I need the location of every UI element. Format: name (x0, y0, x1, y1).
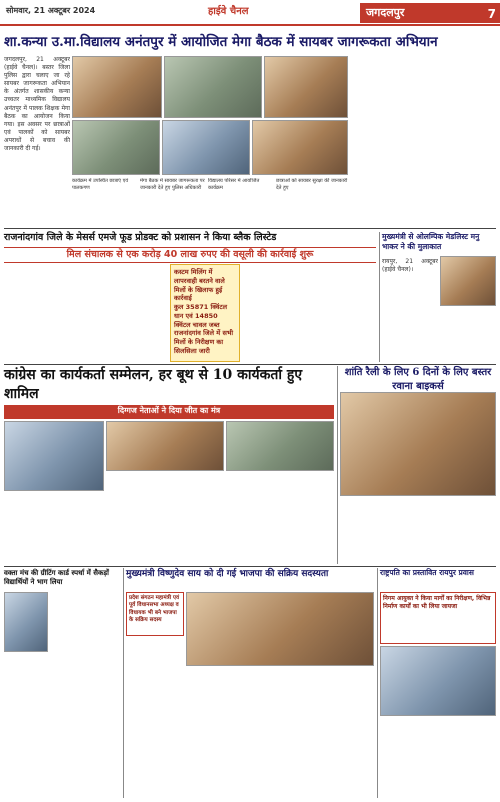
story7-sub: प्रदेश संगठन महामंत्री एवं पूर्व विधानसभा अध्यक्ष व विधायक भी बने भाजपा के सक्रिय सदस्य (126, 592, 184, 636)
story2-band: मिल संचालक से एक करोड़ 40 लाख रुपए की वसूली की कार्रवाई शुरू (4, 247, 376, 263)
divider (4, 364, 496, 365)
story7-photo (186, 592, 374, 666)
story1-body-continued (352, 56, 496, 226)
story7-col-4 (314, 668, 374, 798)
story2-highlights (170, 264, 240, 362)
story7-col-3 (250, 668, 312, 798)
story4-photo-1 (4, 421, 104, 491)
story6-col-1 (50, 592, 120, 652)
story2-highlight-2: कुल 35871 क्विंटल धान एवं 14850 क्विंटल चावल जब्त (174, 303, 228, 329)
story2-highlight-3: राजनांदगांव जिले में सभी मिलों के निरीक्षण का सिलसिला जारी (174, 329, 234, 355)
story1-photo-3 (264, 56, 348, 118)
story4-col-1 (4, 494, 64, 564)
story1-photo-6 (252, 120, 348, 175)
story1-body: जगदलपुर, 21 अक्टूबर (हाईवे चैनल)। बस्तर जिला पुलिस द्वारा चलाए जा रहे सायबर जागरूकता अभियान के अंतर्गत शासकीय कन्या उच्चतर माध्यमिक विद्यालय अनंतपुर में पालक शिक्षक मेगा बैठक का आयोजन किया गया। इस अवसर पर छात्राओं एवं पालकों को सायबर अपराधों से बचाव की जानकारी दी गई। (4, 56, 70, 153)
story1-caption-4: छात्राओं को सायबर सुरक्षा की जानकारी देते हुए (276, 178, 348, 191)
story3-body-continued (440, 308, 496, 362)
story8-photo (380, 646, 496, 716)
paper-name: हाईवे चैनल (208, 6, 249, 17)
story5-col-2 (419, 498, 496, 564)
story6-col-2 (4, 654, 120, 798)
story2-highlight-1: कस्टम मिलिंग में लापरवाही बरतने वाले मिलों के खिलाफ हुई कार्रवाई (174, 268, 225, 303)
story6-photo (4, 592, 48, 652)
story1-caption-2: मेगा बैठक में सायबर जागरूकता पर जानकारी देते हुए पुलिस अधिकारी (140, 178, 205, 191)
story4-headline: कांग्रेस का कार्यकर्ता सम्मेलन, हर बूथ से 10 कार्यकर्ता हुए शामिल (4, 367, 303, 402)
story7-col-2 (186, 668, 248, 798)
story1-photo-4 (72, 120, 160, 175)
story1-photo-2 (164, 56, 262, 118)
story1-caption-3: विद्यालय परिसर में आयोजित कार्यक्रम (208, 178, 260, 191)
story8-sub: निगम आयुक्त ने किया मार्गों का निरीक्षण, विभिन्न निर्माण कार्यों का भी लिया जायजा (380, 592, 496, 644)
divider (123, 568, 124, 798)
story3-body: रायपुर, 21 अक्टूबर (हाईवे चैनल)। (382, 258, 438, 274)
story4-photo-3 (226, 421, 334, 471)
story5-col-1 (340, 498, 417, 564)
story2-col-4 (306, 266, 376, 362)
story7-headline: मुख्यमंत्री विष्णुदेव साय को दी गई भाजपा की सक्रिय सदस्यता (126, 569, 329, 579)
story4-col-3 (126, 474, 184, 564)
story8-col-1 (380, 718, 437, 798)
divider (337, 366, 338, 564)
story8-headline: राष्ट्रपति का प्रस्तावित रायपुर प्रवास (380, 568, 474, 577)
story1-caption-1: कार्यक्रम में उपस्थित छात्राएं एवं पालकगण (72, 178, 129, 191)
story5-headline: शांति रैली के लिए 6 दिनों के लिए बस्तर रवाना बाइकर्स (344, 367, 492, 392)
story4-col-5 (246, 474, 334, 564)
story6-headline: वक्ता मंच की ग्रीटिंग कार्ड स्पर्धा में सैकड़ों विद्यार्थियों ने भाग लिया (4, 568, 109, 587)
story2-col-2 (107, 266, 167, 362)
story7-col-1 (126, 638, 184, 798)
story2-col-1 (4, 266, 104, 362)
story1-photo-1 (72, 56, 162, 118)
city-name: जगदलपुर (366, 6, 405, 19)
story3-headline: मुख्यमंत्री से ओलम्पिक मेडलिस्ट मनु भाकर ने की मुलाकात (382, 232, 480, 252)
story5-photo (340, 392, 496, 496)
story4-band: दिग्गज नेताओं ने दिया जीत का मंत्र (4, 405, 334, 419)
city-banner (360, 3, 500, 23)
divider (4, 566, 496, 567)
story3-photo (440, 256, 496, 306)
divider (4, 228, 496, 229)
divider (379, 232, 380, 362)
story2-headline: राजनांदगांव जिले के मेसर्स एमजे फूड प्रोडक्ट को प्रशासन ने किया ब्लैक लिस्टेड (4, 232, 277, 243)
story4-photo-2 (106, 421, 224, 471)
story8-col-2 (439, 718, 496, 798)
issue-date: सोमवार, 21 अक्टूबर 2024 (6, 6, 96, 15)
story2-col-3 (243, 266, 303, 362)
story1-headline: शा.कन्या उ.मा.विद्यालय अनंतपुर में आयोजित मेगा बैठक में सायबर जागरूकता अभियान (4, 34, 438, 50)
story4-col-4 (186, 474, 244, 564)
story1-photo-5 (162, 120, 250, 175)
divider (377, 568, 378, 798)
story4-col-2 (66, 494, 124, 564)
page-number: 7 (487, 7, 496, 21)
masthead (0, 0, 500, 26)
